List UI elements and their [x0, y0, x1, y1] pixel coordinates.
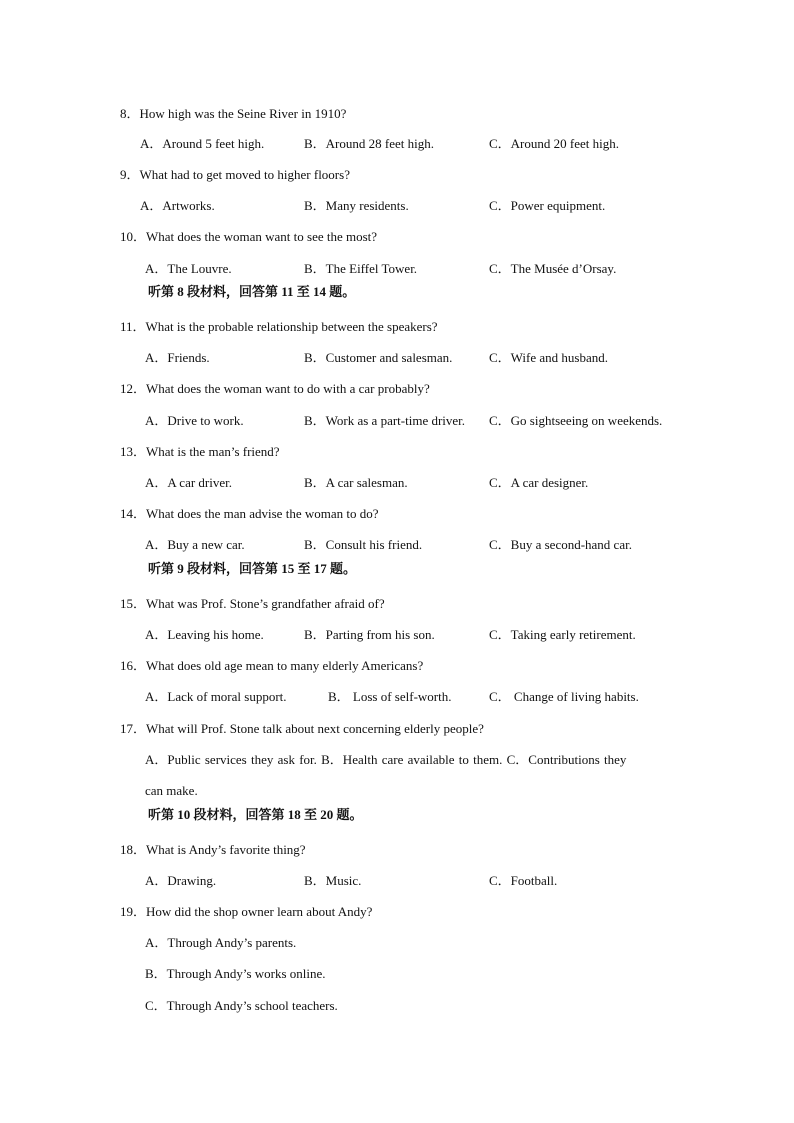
- question-11-option-c: C．Wife and husband.: [489, 350, 608, 365]
- question-12-option-b: B．Work as a part-time driver.: [304, 413, 466, 428]
- question-9-option-b: B．Many residents.: [304, 198, 409, 213]
- question-10-option-b: B．The Eiffel Tower.: [304, 261, 418, 276]
- question-18-stem: 18．What is Andy’s favorite thing?: [120, 842, 306, 857]
- question-17-options-line-2: can make.: [145, 783, 198, 798]
- question-11-option-a: A．Friends.: [145, 350, 210, 365]
- question-9-option-a: A．Artworks.: [140, 198, 215, 213]
- question-8-option-a: A．Around 5 feet high.: [140, 136, 265, 151]
- question-14-option-b: B．Consult his friend.: [304, 537, 423, 552]
- question-16-option-c: C． Change of living habits.: [489, 689, 639, 704]
- section-heading-8: 听第 8 段材料，回答第 11 至 14 题。: [148, 284, 356, 299]
- question-10-option-c: C．The Musée d’Orsay.: [489, 261, 617, 276]
- section-heading-9: 听第 9 段材料，回答第 15 至 17 题。: [148, 561, 357, 576]
- question-9-option-c: C．Power equipment.: [489, 198, 606, 213]
- question-17-options-line-1: A．Public services they ask for. B．Health care available to them. C．Contributions they: [145, 752, 627, 767]
- question-9-stem: 9．What had to get moved to higher floors?: [120, 167, 350, 182]
- question-13-option-c: C．A car designer.: [489, 475, 589, 490]
- question-11-option-b: B．Customer and salesman.: [304, 350, 453, 365]
- question-13-stem: 13．What is the man’s friend?: [120, 444, 280, 459]
- question-14-option-c: C．Buy a second-hand car.: [489, 537, 632, 552]
- question-13-option-b: B．A car salesman.: [304, 475, 408, 490]
- question-8-stem: 8．How high was the Seine River in 1910?: [120, 106, 347, 121]
- question-19-option-c: C．Through Andy’s school teachers.: [145, 998, 338, 1013]
- question-19-option-a: A．Through Andy’s parents.: [145, 935, 297, 950]
- question-19-option-b: B．Through Andy’s works online.: [145, 966, 326, 981]
- question-18-option-b: B．Music.: [304, 873, 362, 888]
- question-12-stem: 12．What does the woman want to do with a car probably?: [120, 381, 430, 396]
- question-8-option-c: C．Around 20 feet high.: [489, 136, 619, 151]
- question-14-option-a: A．Buy a new car.: [145, 537, 245, 552]
- question-10-option-a: A．The Louvre.: [145, 261, 232, 276]
- question-16-option-a: A．Lack of moral support.: [145, 689, 287, 704]
- question-11-stem: 11．What is the probable relationship between the speakers?: [120, 319, 438, 334]
- question-12-option-a: A．Drive to work.: [145, 413, 244, 428]
- question-16-stem: 16．What does old age mean to many elderly Americans?: [120, 658, 424, 673]
- question-17-stem: 17．What will Prof. Stone talk about next concerning elderly people?: [120, 721, 484, 736]
- question-19-stem: 19．How did the shop owner learn about Andy?: [120, 904, 373, 919]
- question-15-option-b: B．Parting from his son.: [304, 627, 435, 642]
- question-18-option-a: A．Drawing.: [145, 873, 217, 888]
- question-16-option-b: B． Loss of self-worth.: [328, 689, 452, 704]
- question-12-option-c: C．Go sightseeing on weekends.: [489, 413, 663, 428]
- question-15-stem: 15．What was Prof. Stone’s grandfather afraid of?: [120, 596, 385, 611]
- question-15-option-c: C．Taking early retirement.: [489, 627, 636, 642]
- section-heading-10: 听第 10 段材料，回答第 18 至 20 题。: [148, 807, 363, 822]
- question-18-option-c: C．Football.: [489, 873, 558, 888]
- question-14-stem: 14．What does the man advise the woman to do?: [120, 506, 379, 521]
- question-13-option-a: A．A car driver.: [145, 475, 233, 490]
- question-15-option-a: A．Leaving his home.: [145, 627, 264, 642]
- question-10-stem: 10．What does the woman want to see the most?: [120, 229, 378, 244]
- question-8-option-b: B．Around 28 feet high.: [304, 136, 434, 151]
